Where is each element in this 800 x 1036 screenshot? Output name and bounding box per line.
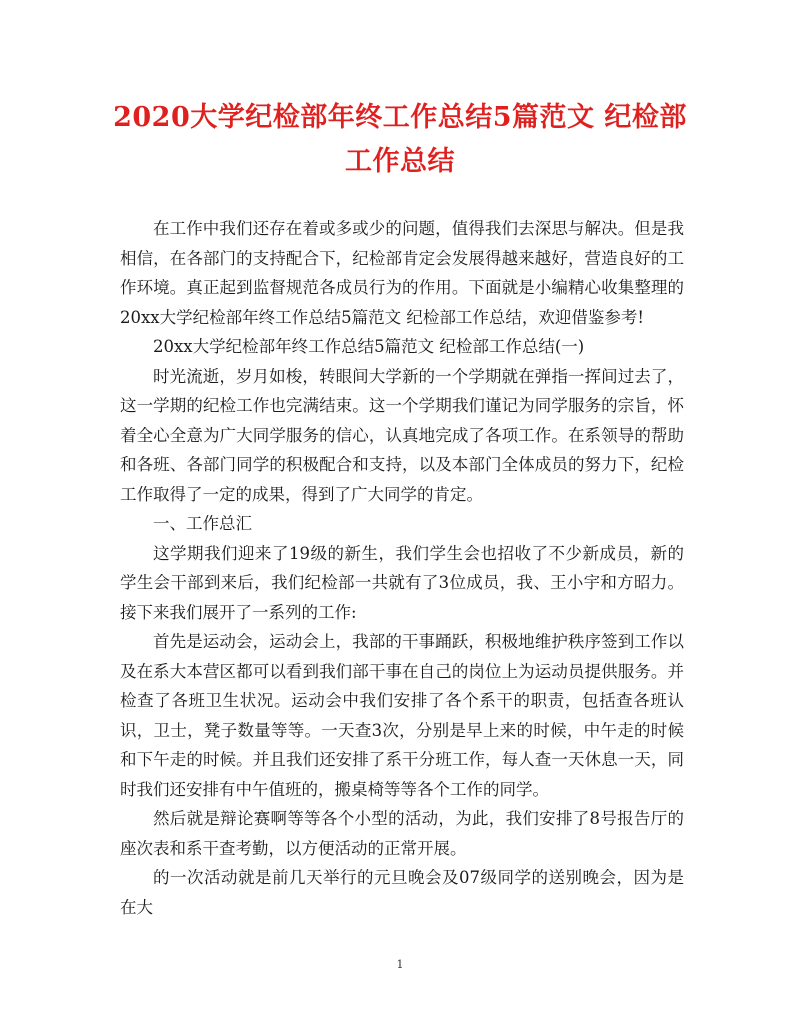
paragraph-sports-meet: 首先是运动会，运动会上，我部的干事踊跃，积极地维护秩序签到工作以及在系大本营区都可以看到我们部干事在自己的岗位上为运动员提供服务。并检查了各班卫生状况。运动会中我们安排了各个系干的职责，包括查各班认识，卫士，凳子数量等等。一天查3次，分别是早上来的时候，中午走的时候和下午走的时候。并且我们还安排了系干分班工作，每人查一天休息一天，同时我们还安排有中午值班的，搬桌椅等等各个工作的同学。 xyxy=(120,632,684,799)
paragraph-new-members: 这学期我们迎来了19级的新生，我们学生会也招收了不少新成员，新的学生会干部到来后，我们纪检部一共就有了3位成员，我、王小宇和方昭力。接下来我们展开了一系列的工作: xyxy=(120,543,684,622)
paragraph-new-year-party: 的一次活动就是前几天举行的元旦晚会及07级同学的送别晚会，因为是在大 xyxy=(120,868,684,917)
paragraph-subheading: 一、工作总汇 xyxy=(153,514,252,533)
paragraph-debate: 然后就是辩论赛啊等等各个小型的活动，为此，我们安排了8号报告厅的座次表和系干查考勤，以方便活动的正常开展。 xyxy=(120,809,684,858)
paragraph-overview: 时光流逝，岁月如梭，转眼间大学新的一个学期就在弹指一挥间过去了，这一学期的纪检工作也完满结束。这一个学期我们谨记为同学服务的宗旨，怀着全心全意为广大同学服务的信心，认真地完成了各项工作。在系领导的帮助和各班、各部门同学的积极配合和支持，以及本部门全体成员的努力下，纪检工作取得了一定的成果，得到了广大同学的肯定。 xyxy=(120,366,684,504)
paragraph-intro: 在工作中我们还存在着或多或少的问题，值得我们去深思与解决。但是我相信，在各部门的支持配合下，纪检部肯定会发展得越来越好，营造良好的工作环境。真正起到监督规范各成员行为的作用。下面就是小编精心收集整理的20xx大学纪检部年终工作总结5篇范文 纪检部工作总结，欢迎借鉴参考! xyxy=(120,219,684,327)
paragraph-section-heading: 20xx大学纪检部年终工作总结5篇范文 纪检部工作总结(一) xyxy=(153,337,585,356)
document-body xyxy=(120,214,684,922)
document-title: 2020大学纪检部年终工作总结5篇范文 纪检部工作总结 xyxy=(113,102,687,177)
page-number: 1 xyxy=(396,958,404,971)
